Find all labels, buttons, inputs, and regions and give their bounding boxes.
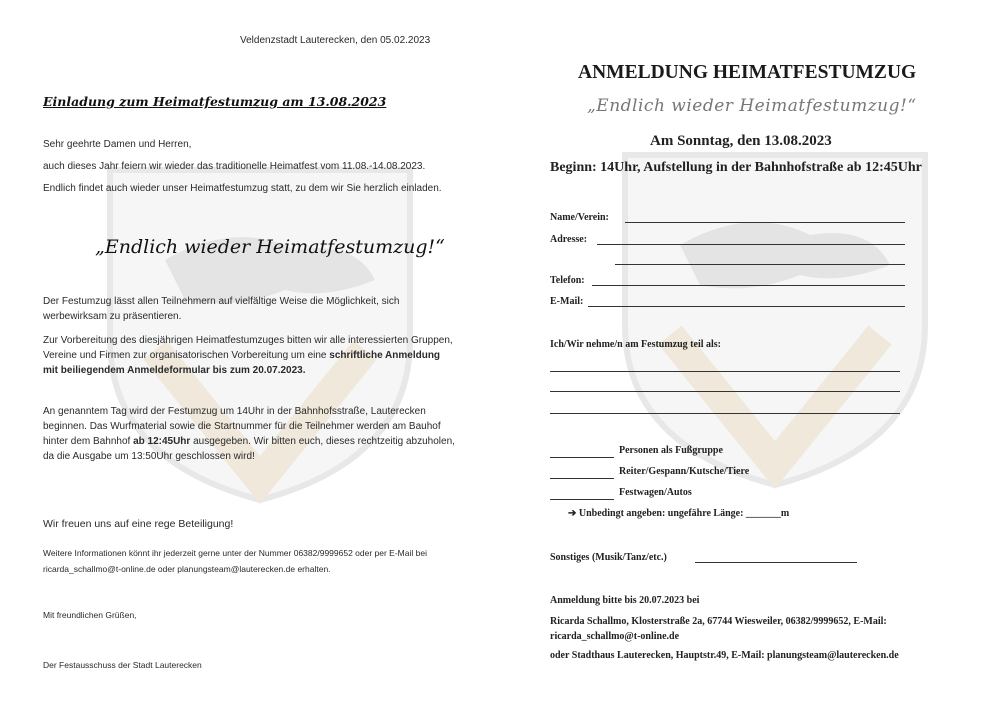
deadline-info: Anmeldung bitte bis 20.07.2023 bei xyxy=(550,595,700,606)
address-label: Adresse: xyxy=(550,234,588,245)
phone-field[interactable] xyxy=(592,285,905,286)
paragraph-festival: auch dieses Jahr feiern wir wieder das traditionelle Heimatfest vom 11.08.-14.08.2023. xyxy=(43,161,426,172)
contact-office: oder Stadthaus Lauterecken, Hauptstr.49, E-Mail: planungsteam@lauterecken.de xyxy=(550,650,899,661)
participation-field-3[interactable] xyxy=(550,413,900,414)
registration-form xyxy=(500,0,1000,715)
name-label: Name/Verein: xyxy=(550,212,609,223)
letter-subject: Einladung zum Heimatfestumzug am 13.08.2023 xyxy=(43,94,387,109)
email-field[interactable] xyxy=(588,306,905,307)
other-label: Sonstiges (Musik/Tanz/etc.) xyxy=(550,552,667,563)
riders-count-field[interactable] xyxy=(550,478,614,479)
paragraph-presentation: Der Festumzug lässt allen Teilnehmern auf vielfältige Weise die Möglichkeit, sich werbewirksam zu präsentieren. xyxy=(43,296,400,322)
participation-field-2[interactable] xyxy=(550,391,900,392)
address-field-line2[interactable] xyxy=(615,264,905,265)
greeting: Mit freundlichen Grüßen, xyxy=(43,610,137,620)
wagons-count-field[interactable] xyxy=(550,499,614,500)
other-field[interactable] xyxy=(695,562,857,563)
paragraph-schedule: An genanntem Tag wird der Festumzug um 14Uhr in der Bahnhofsstraße, Lauterecken beginnen. Das Wurfmaterial sowie die Startnummer für die Teilnehmer werden am Bauhof hinter dem Bahnhof ab 12:45Uhr ausgegeben. Wir bitten euch, dieses rechtzeitig abzuholen, da die Ausgabe um 13:50Uhr geschlossen wird! xyxy=(43,406,455,462)
foot-group-count-field[interactable] xyxy=(550,457,614,458)
paragraph-registration: Zur Vorbereitung des diesjährigen Heimatfestumzuges bitten wir alle interessierten Gruppen, Vereine und Firmen zur organisatorischen Vorbereitung um eine schriftliche Anmeldung mit beiliegendem Anmeldeformular bis zum 20.07.2023. xyxy=(43,335,453,376)
start-info: Beginn: 14Uhr, Aufstellung in der Bahnhofstraße ab 12:45Uhr xyxy=(550,160,922,175)
place-date: Veldenzstadt Lauterecken, den 05.02.2023 xyxy=(240,35,431,46)
length-note: ➔ Unbedingt angeben: ungefähre Länge: _______m xyxy=(568,508,790,519)
name-field[interactable] xyxy=(625,222,905,223)
wagons-option: Festwagen/Autos xyxy=(619,487,692,498)
email-label: E-Mail: xyxy=(550,296,584,307)
participation-label: Ich/Wir nehme/n am Festumzug teil als: xyxy=(550,339,722,350)
address-field[interactable] xyxy=(597,244,905,245)
salutation: Sehr geehrte Damen und Herren, xyxy=(43,139,192,150)
closing-remark: Wir freuen uns auf eine rege Beteiligung! xyxy=(43,518,234,530)
motto: „Endlich wieder Heimatfestumzug!“ xyxy=(95,236,445,258)
form-title: ANMELDUNG HEIMATFESTUMZUG xyxy=(578,62,917,83)
event-date: Am Sonntag, den 13.08.2023 xyxy=(650,133,832,149)
phone-label: Telefon: xyxy=(550,275,585,286)
foot-group-option: Personen als Fußgruppe xyxy=(619,445,723,456)
contact-person: Ricarda Schallmo, Klosterstraße 2a, 67744 Wiesweiler, 06382/9999652, E-Mail: ricarda_schallmo@t-online.de xyxy=(550,616,887,642)
participation-field-1[interactable] xyxy=(550,371,900,372)
contact-info: Weitere Informationen könnt ihr jederzeit gerne unter der Nummer 06382/9999652 oder per E-Mail bei ricarda_schallmo@t-online.de oder planungsteam@lauterecken.de erhalten. xyxy=(43,548,427,574)
pickup-time: ab 12:45Uhr xyxy=(133,436,191,447)
signature: Der Festausschuss der Stadt Lauterecken xyxy=(43,660,202,670)
paragraph-invitation: Endlich findet auch wieder unser Heimatfestumzug statt, zu dem wir Sie herzlich einladen. xyxy=(43,183,442,194)
registration-deadline: schriftliche Anmeldung mit beiliegendem Anmeldeformular bis zum 20.07.2023. xyxy=(43,350,441,376)
riders-option: Reiter/Gespann/Kutsche/Tiere xyxy=(619,466,750,477)
coat-of-arms-watermark xyxy=(610,135,940,495)
form-motto: „Endlich wieder Heimatfestumzug!“ xyxy=(587,96,917,116)
